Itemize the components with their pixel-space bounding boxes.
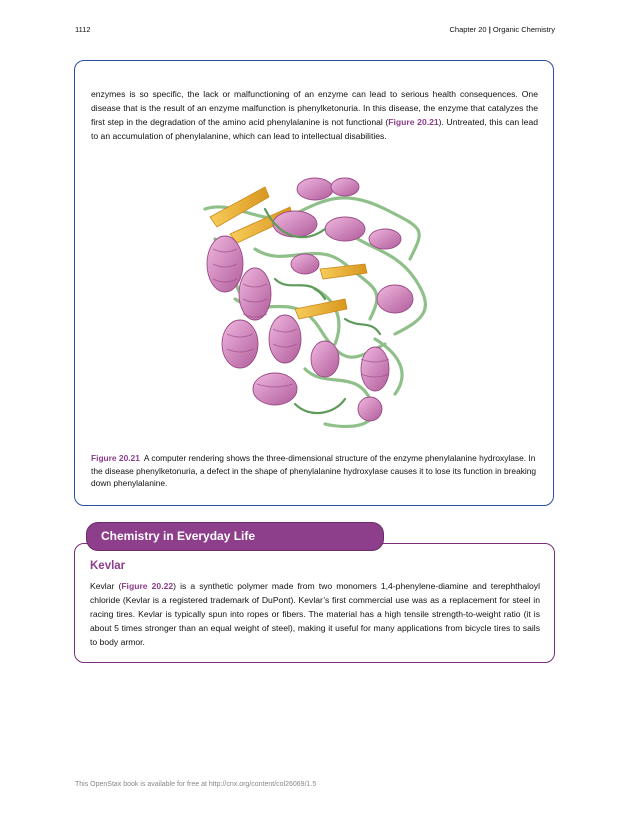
feature-paragraph: [90, 579, 540, 649]
footer-note: This OpenStax book is available for free at http://cnx.org/content/col26069/1.5: [75, 781, 317, 788]
feature-text-2: ) is a synthetic polymer made from two monomers 1,4-phenylene-diamine and terephthaloyl chloride (Kevlar is a registered trademark of DuPont). Kevlar’s first commercial use was as a replacement for steel in racing tires. Kevlar is typically spun into ropes or fibers. The material has a high tensile strength-to-weight ratio (it is about 5 times stronger than an equal weight of steel), making it useful for many applications from bicycle tires to sails to body armor.: [90, 581, 541, 647]
feature-title: Kevlar: [90, 560, 126, 572]
page-number: 1112: [75, 25, 91, 34]
chapter-title: Organic Chemistry: [492, 25, 555, 34]
figure-20-21-link[interactable]: Figure 20.21: [388, 117, 439, 127]
figure-20-22-link[interactable]: Figure 20.22: [121, 581, 174, 591]
figure-caption: [91, 452, 537, 490]
feature-box: [74, 543, 555, 663]
running-head: [449, 25, 555, 34]
caption-text: A computer rendering shows the three-dimensional structure of the enzyme phenylalanine hydroxylase. In the disease phenylketonuria, a defect in the shape of phenylalanine hydroxylase causes it to lose its function in breaking down phenylalanine.: [91, 453, 537, 488]
feature-text-1: Kevlar (: [90, 581, 122, 591]
content-box: [74, 60, 554, 506]
intro-text-1: enzymes is so specific, the lack or malfunctioning of an enzyme can lead to serious health consequences. One disease that is the result of an enzyme malfunction is phenylketonuria. In this disease, the enzyme that catalyzes the first step in the degradation of the amino acid phenylalanine is not functional (: [91, 89, 538, 127]
intro-text-2: ). Untreated, this can lead to an accumulation of phenylalanine, which can lead to intellectual disabilities.: [91, 117, 538, 141]
header-separator: |: [488, 25, 491, 34]
figure-label: Figure 20.21: [91, 453, 140, 463]
chapter-number: Chapter 20: [449, 25, 487, 34]
protein-structure-image: [195, 169, 437, 441]
feature-tab: Chemistry in Everyday Life: [86, 522, 384, 551]
intro-paragraph: [91, 87, 538, 143]
